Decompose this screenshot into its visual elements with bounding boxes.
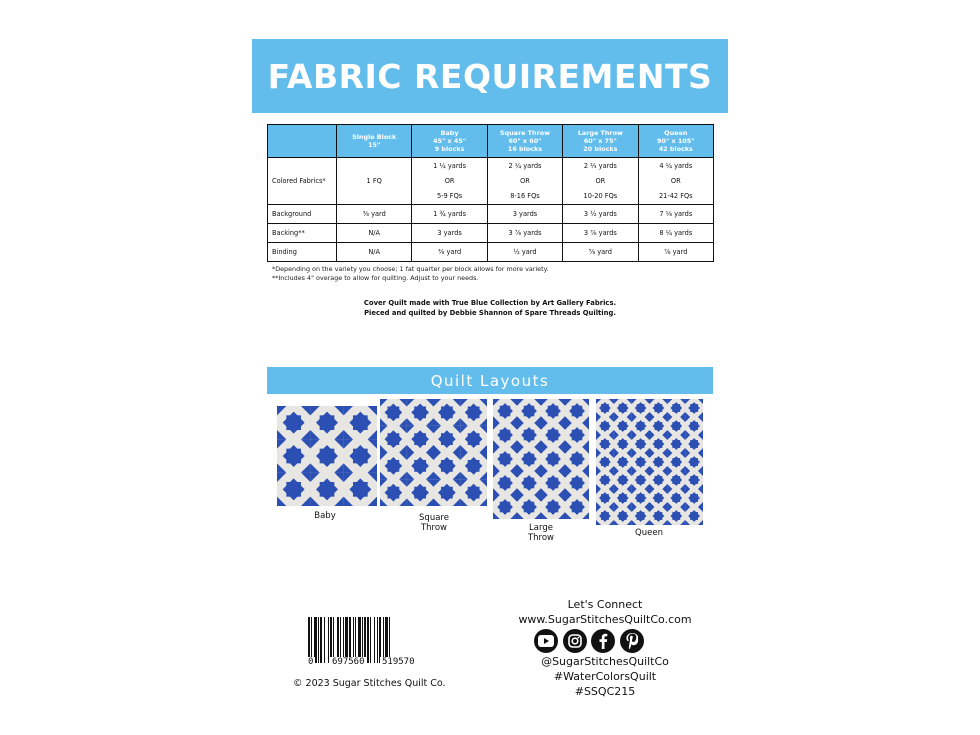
table-cell: 2 ¼ yards OR 8-16 FQs — [487, 158, 562, 205]
quilt-block-center — [468, 433, 480, 445]
quilt-block-center — [601, 440, 609, 448]
quilt-block-center — [320, 415, 335, 430]
pinterest-icon[interactable] — [620, 629, 644, 653]
page-title: FABRIC REQUIREMENTS — [252, 39, 728, 113]
table-cell: 3 ½ yards — [563, 205, 638, 224]
header-cell: Square Throw 60" x 60" 16 blocks — [487, 125, 562, 158]
header-cell: Large Throw 60" x 75" 20 blocks — [563, 125, 638, 158]
header-cell: Baby 45" x 45" 9 blocks — [412, 125, 487, 158]
quilt-block-center — [548, 430, 559, 441]
youtube-icon[interactable] — [534, 629, 558, 653]
quilt-block-center — [387, 406, 399, 418]
quilt-block-center — [654, 512, 662, 520]
quilt-block-center — [387, 460, 399, 472]
quilt-block-center — [524, 406, 535, 417]
table-row — [268, 205, 714, 224]
facebook-icon[interactable] — [591, 629, 615, 653]
table-cell: N/A — [337, 243, 412, 262]
table-cell: 8 ¼ yards — [638, 224, 713, 243]
quilt-block-center — [690, 458, 698, 466]
quilt-block-center — [548, 454, 559, 465]
quilt-block-center — [654, 404, 662, 412]
quilt-block-center — [601, 422, 609, 430]
table-cell: 3 yards — [487, 205, 562, 224]
quilt-block-center — [441, 406, 453, 418]
quilt-block-center — [353, 482, 368, 497]
quilt-label: Baby — [314, 511, 336, 521]
credit-line: Cover Quilt made with True Blue Collection by Art Gallery Fabrics. — [363, 299, 617, 307]
credit-line: Pieced and quilted by Debbie Shannon of Spare Threads Quilting. — [364, 309, 616, 317]
quilt-block-center — [353, 415, 368, 430]
quilt-block-center — [441, 487, 453, 499]
quilt-image — [380, 399, 487, 506]
quilt-block-center — [637, 440, 645, 448]
quilt-block-center — [654, 494, 662, 502]
hashtag: #WaterColorsQuilt — [553, 670, 657, 683]
quilt-block-center — [637, 494, 645, 502]
quilt-block-center — [414, 406, 426, 418]
quilt-block-center — [601, 512, 609, 520]
quilt-layout-large-throw — [493, 399, 589, 519]
quilt-block-center — [672, 440, 680, 448]
quilt-block-center — [572, 454, 583, 465]
copyright: © 2023 Sugar Stitches Quilt Co. — [293, 678, 446, 689]
quilt-block-center — [414, 460, 426, 472]
quilt-block-center — [619, 422, 627, 430]
connect-heading: Let's Connect — [567, 598, 643, 611]
table-cell: 1 ¾ yards — [412, 205, 487, 224]
quilt-block-center — [637, 404, 645, 412]
quilt-block-center — [286, 415, 301, 430]
pattern-code: #SSQC215 — [574, 685, 636, 698]
table-header-row — [268, 125, 714, 158]
quilt-label: Square Throw — [419, 513, 449, 533]
table-cell: ⅜ yard — [337, 205, 412, 224]
barcode-bar — [320, 617, 322, 663]
website-link[interactable]: www.SugarStitchesQuiltCo.com — [518, 613, 692, 626]
quilt-block-center — [441, 460, 453, 472]
quilt-block-center — [619, 440, 627, 448]
table-cell: ½ yard — [487, 243, 562, 262]
quilt-block-center — [672, 476, 680, 484]
footnote: *Depending on the variety you choose; 1 fat quarter per block allows for more variety. — [272, 265, 549, 273]
table-cell: 3 ⅞ yards — [563, 224, 638, 243]
fabric-requirements-table — [267, 124, 714, 262]
table-cell: ⅜ yard — [412, 243, 487, 262]
quilt-block-center — [637, 476, 645, 484]
quilt-label: Queen — [635, 528, 663, 538]
quilt-block-center — [601, 494, 609, 502]
table-cell: 3 yards — [412, 224, 487, 243]
barcode-bar — [324, 617, 325, 663]
barcode-bar — [370, 617, 371, 663]
footnote: **Includes 4" overage to allow for quilting. Adjust to your needs. — [272, 274, 479, 282]
footnotes — [272, 265, 549, 283]
quilt-block-center — [500, 502, 511, 513]
table-cell: ⅝ yard — [563, 243, 638, 262]
quilt-block-center — [414, 433, 426, 445]
quilt-block-center — [500, 406, 511, 417]
barcode-bar — [377, 617, 378, 663]
quilt-block-center — [654, 476, 662, 484]
quilt-block-center — [637, 458, 645, 466]
quilt-block-center — [672, 422, 680, 430]
header-cell-empty — [268, 125, 337, 158]
quilt-block-center — [654, 458, 662, 466]
quilt-layout-square-throw — [380, 399, 487, 506]
quilt-block-center — [468, 406, 480, 418]
barcode — [306, 617, 438, 667]
barcode-bar — [367, 617, 369, 663]
quilt-block-center — [654, 440, 662, 448]
header-cell: Queen 90" x 105" 42 blocks — [638, 125, 713, 158]
quilt-block-center — [286, 449, 301, 464]
table-row — [268, 243, 714, 262]
quilt-image — [277, 406, 377, 506]
barcode-bar — [374, 617, 375, 663]
quilt-block-center — [320, 482, 335, 497]
quilt-block-center — [601, 404, 609, 412]
social-handles — [500, 654, 710, 699]
quilt-block-center — [572, 478, 583, 489]
quilt-block-center — [468, 487, 480, 499]
quilt-block-center — [690, 440, 698, 448]
cover-credit — [300, 298, 680, 318]
quilt-block-center — [690, 422, 698, 430]
row-label: Background — [268, 205, 337, 224]
quilt-block-center — [637, 422, 645, 430]
row-label: Binding — [268, 243, 337, 262]
quilt-block-center — [572, 430, 583, 441]
quilt-layout-baby — [277, 406, 377, 506]
quilt-block-center — [500, 478, 511, 489]
table-row — [268, 158, 714, 205]
table-cell: 1 FQ — [337, 158, 412, 205]
table-cell: 1 ¼ yards OR 5-9 FQs — [412, 158, 487, 205]
quilt-block-center — [548, 478, 559, 489]
quilt-block-center — [524, 430, 535, 441]
table-cell: 4 ¼ yards OR 21-42 FQs — [638, 158, 713, 205]
quilt-block-center — [572, 502, 583, 513]
connect-block — [500, 597, 710, 627]
quilt-block-center — [387, 433, 399, 445]
table-cell: 3 ⅞ yards — [487, 224, 562, 243]
quilt-block-center — [690, 404, 698, 412]
quilt-block-center — [601, 458, 609, 466]
row-label: Backing** — [268, 224, 337, 243]
quilt-block-center — [387, 487, 399, 499]
quilt-block-center — [690, 512, 698, 520]
barcode-number: 697560 — [332, 657, 365, 667]
quilt-block-center — [353, 449, 368, 464]
quilt-block-center — [500, 454, 511, 465]
quilt-block-center — [619, 458, 627, 466]
quilt-block-center — [414, 487, 426, 499]
quilt-image — [493, 399, 589, 519]
quilt-block-center — [468, 460, 480, 472]
barcode-number: 519570 — [382, 657, 415, 667]
quilt-block-center — [672, 494, 680, 502]
quilt-block-center — [637, 512, 645, 520]
quilt-block-center — [672, 404, 680, 412]
instagram-icon[interactable] — [563, 629, 587, 653]
quilt-image — [596, 399, 703, 525]
quilt-block-center — [441, 433, 453, 445]
quilt-block-center — [524, 502, 535, 513]
barcode-bar — [328, 617, 329, 663]
barcode-digit: 0 — [308, 657, 314, 667]
quilt-block-center — [524, 454, 535, 465]
quilt-block-center — [286, 482, 301, 497]
header-cell: Single Block 15" — [337, 125, 412, 158]
social-icons — [534, 629, 644, 655]
table-cell: 2 ⅔ yards OR 10-20 FQs — [563, 158, 638, 205]
quilt-block-center — [672, 458, 680, 466]
quilt-block-center — [672, 512, 680, 520]
quilt-block-center — [548, 406, 559, 417]
quilt-block-center — [619, 494, 627, 502]
social-handle: @SugarStitchesQuiltCo — [541, 655, 669, 668]
table-cell: ⅞ yard — [638, 243, 713, 262]
quilt-block-center — [619, 476, 627, 484]
quilt-block-center — [572, 406, 583, 417]
table-cell: N/A — [337, 224, 412, 243]
quilt-block-center — [690, 494, 698, 502]
quilt-layout-queen — [596, 399, 703, 525]
quilt-block-center — [500, 430, 511, 441]
quilt-block-center — [619, 512, 627, 520]
table-cell: 7 ⅛ yards — [638, 205, 713, 224]
quilt-block-center — [654, 422, 662, 430]
quilt-layouts-heading: Quilt Layouts — [267, 367, 713, 394]
quilt-block-center — [320, 449, 335, 464]
quilt-block-center — [619, 404, 627, 412]
quilt-block-center — [548, 502, 559, 513]
table-row — [268, 224, 714, 243]
row-label: Colored Fabrics* — [268, 158, 337, 205]
quilt-label: Large Throw — [527, 523, 555, 543]
quilt-block-center — [524, 478, 535, 489]
quilt-block-center — [690, 476, 698, 484]
quilt-block-center — [601, 476, 609, 484]
barcode-bar — [318, 617, 319, 663]
